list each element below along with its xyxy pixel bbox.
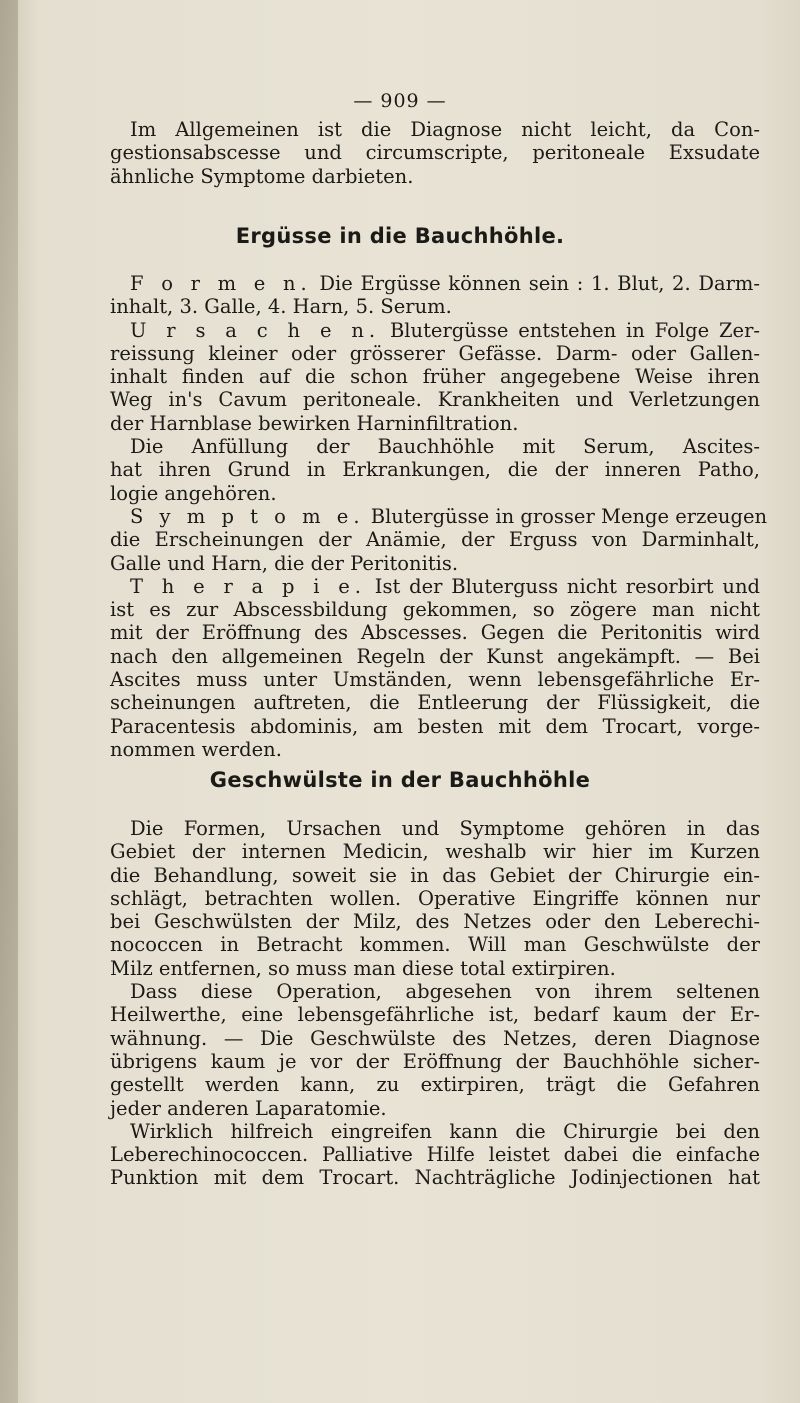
text-line: ähnliche Symptome darbieten.: [110, 164, 414, 188]
line-text: hat ihren Grund in Erkrankungen, die der inneren Patho,: [110, 458, 760, 482]
text-line: [110, 1143, 760, 1166]
text-line: [110, 598, 760, 621]
line-text: jeder anderen Laparatomie.: [110, 1096, 387, 1120]
line-text: nommen werden.: [110, 737, 282, 761]
line-text: inhalt, 3. Galle, 4. Harn, 5. Serum.: [110, 295, 452, 319]
line-text: reissung kleiner oder grösserer Gefässe. Darm- oder Gallen-: [110, 341, 760, 365]
line-text: logie angehören.: [110, 481, 277, 505]
paragraph-lead-term: T h e r a p i e.: [130, 574, 366, 598]
text-line: [110, 864, 760, 887]
line-text: Paracentesis abdominis, am besten mit dem Trocart, vorge-: [110, 714, 760, 738]
text-line: [110, 458, 760, 481]
text-line: [110, 319, 760, 342]
text-line: [110, 621, 760, 644]
text-line: [110, 738, 760, 761]
line-text: Punktion mit dem Trocart. Nachträgliche Jodinjectionen hat: [110, 1166, 760, 1190]
section-heading-geschwuelste: Geschwülste in der Bauchhöhle: [209, 768, 591, 792]
line-text: Dass diese Operation, abgesehen von ihrem seltenen: [130, 980, 760, 1004]
text-line: [110, 887, 760, 910]
line-text: Die Formen, Ursachen und Symptome gehören in das: [130, 817, 760, 840]
line-text: gestellt werden kann, zu extirpiren, trägt die Gefahren: [110, 1073, 760, 1097]
text-line: [110, 552, 760, 575]
text-line: [110, 1097, 760, 1120]
text-line: [110, 504, 768, 528]
line-text: Leberechinococcen. Palliative Hilfe leistet dabei die einfache: [110, 1143, 760, 1167]
line-text: Weg in's Cavum peritoneale. Krankheiten und Verletzungen: [110, 388, 760, 412]
line-text: Ist der Bluterguss nicht resorbirt und: [366, 574, 760, 598]
paragraph-lead-term: F o r m e n.: [130, 272, 312, 295]
line-text: wähnung. — Die Geschwülste des Netzes, deren Diagnose: [110, 1026, 760, 1050]
line-text: Gebiet der internen Medicin, weshalb wir hier im Kurzen: [110, 840, 760, 864]
text-line: [110, 342, 760, 365]
text-line: [110, 388, 760, 411]
line-text: übrigens kaum je vor der Eröffnung der Bauchhöhle sicher-: [110, 1049, 760, 1073]
text-line: [110, 1050, 760, 1073]
text-line: [110, 528, 760, 551]
line-text: nococcen in Betracht kommen. Will man Geschwülste der: [110, 933, 760, 957]
text-line: [110, 272, 760, 295]
text-line: [110, 910, 760, 933]
text-line: [110, 817, 760, 840]
section-erguesse-body: [110, 272, 768, 761]
line-text: Ascites muss unter Umständen, wenn lebensgefährliche Er-: [110, 668, 760, 692]
line-text: Die Ergüsse können sein : 1. Blut, 2. Darm-: [311, 272, 760, 295]
page-gutter: [0, 0, 18, 1403]
line-text: Galle und Harn, die der Peritonitis.: [110, 551, 459, 575]
line-text: Blutergüsse entstehen in Folge Zer-: [380, 318, 760, 342]
section-geschwuelste-body: [110, 817, 760, 1190]
text-line: [110, 1166, 760, 1189]
text-line: Im Allgemeinen ist die Diagnose nicht leicht, da Con-: [130, 118, 760, 141]
paragraph-lead-term: S y m p t o m e.: [130, 504, 365, 528]
line-text: scheinungen auftreten, die Entleerung der Flüssigkeit, die: [110, 691, 760, 715]
text-line: [110, 668, 760, 691]
text-line: [110, 840, 760, 863]
text-line: [110, 365, 760, 388]
text-line: [110, 691, 760, 714]
text-line: [110, 715, 760, 738]
line-text: ist es zur Abscessbildung gekommen, so zögere man nicht: [110, 598, 760, 622]
text-line: [110, 980, 760, 1003]
line-text: schlägt, betrachten wollen. Operative Eingriffe können nur: [110, 886, 760, 910]
text-line: [110, 1003, 760, 1026]
line-text: die Erscheinungen der Anämie, der Erguss von Darminhalt,: [110, 528, 760, 552]
text-line: [110, 435, 760, 458]
paragraph-lead-term: U r s a c h e n.: [130, 318, 381, 342]
line-text: Blutergüsse in grosser Menge erzeugen: [364, 504, 768, 528]
text-line: [110, 1120, 760, 1143]
text-line: gestionsabscesse und circumscripte, peritoneale Exsudate: [110, 141, 760, 165]
text-line: [110, 1027, 760, 1050]
line-text: Heilwerthe, eine lebensgefährliche ist, bedarf kaum der Er-: [110, 1003, 760, 1027]
text-line: [110, 295, 760, 318]
text-line: [110, 1073, 760, 1096]
line-text: nach den allgemeinen Regeln der Kunst angekämpft. — Bei: [110, 644, 760, 668]
section-heading-erguesse: Ergüsse in die Bauchhöhle.: [235, 224, 565, 248]
line-text: die Behandlung, soweit sie in das Gebiet der Chirurgie ein-: [110, 863, 760, 887]
line-text: Wirklich hilfreich eingreifen kann die Chirurgie bei den: [130, 1119, 760, 1143]
line-text: bei Geschwülsten der Milz, des Netzes oder den Leberechi-: [110, 910, 760, 934]
intro-paragraph: [110, 118, 760, 188]
line-text: Die Anfüllung der Bauchhöhle mit Serum, Ascites-: [130, 435, 760, 459]
line-text: Milz entfernen, so muss man diese total extirpiren.: [110, 956, 616, 980]
text-line: [110, 933, 760, 956]
text-line: [110, 575, 760, 598]
line-text: mit der Eröffnung des Abscesses. Gegen die Peritonitis wird: [110, 621, 760, 645]
page-number: — 909 —: [353, 90, 447, 112]
line-text: inhalt finden auf die schon früher angegebene Weise ihren: [110, 365, 760, 389]
text-line: [110, 645, 760, 668]
text-line: [110, 412, 760, 435]
line-text: der Harnblase bewirken Harninfiltration.: [110, 411, 519, 435]
text-line: [110, 957, 760, 980]
text-line: [110, 482, 760, 505]
